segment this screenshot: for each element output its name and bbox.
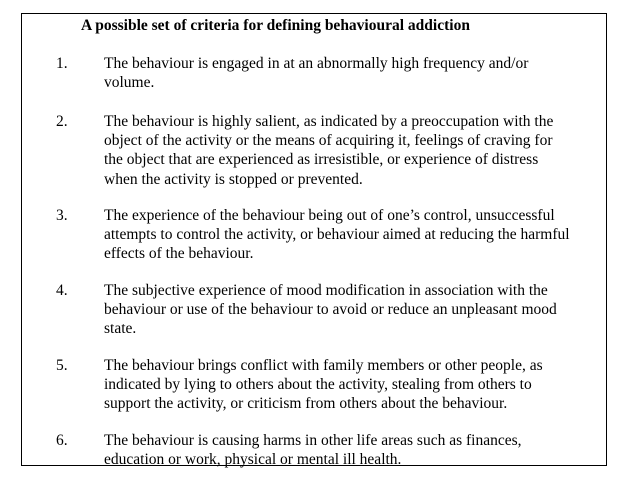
criterion-number: 3.	[56, 207, 68, 224]
criteria-box	[21, 13, 607, 469]
criterion-text-line: the object that are experienced as irresistible, or experience of distress	[104, 151, 539, 169]
criterion-text-line: The behaviour brings conflict with family members or other people, as	[104, 357, 543, 374]
criterion-text-line: behaviour or use of the behaviour to avoid or reduce an unpleasant mood	[104, 301, 557, 319]
criterion-text	[104, 356, 604, 414]
criterion-text-line: education or work, physical or mental ill health.	[104, 451, 402, 469]
criterion-text-line: indicated by lying to others about the activity, stealing from others to	[104, 376, 532, 394]
criterion-text-line: support the activity, or criticism from others about the behaviour.	[104, 395, 508, 413]
criterion-text-line: volume.	[104, 74, 155, 92]
criterion-text-line: The behaviour is causing harms in other life areas such as finances,	[104, 432, 522, 449]
criteria-title: A possible set of criteria for defining behavioural addiction	[81, 17, 470, 34]
criterion-text-line: The subjective experience of mood modification in association with the	[104, 282, 548, 299]
criterion-number: 4.	[56, 282, 68, 299]
criterion-text	[104, 206, 604, 264]
criterion-number: 1.	[56, 55, 68, 72]
criterion-text-line: when the activity is stopped or prevented.	[104, 170, 363, 188]
criterion-text-line: effects of the behaviour.	[104, 245, 254, 263]
criteria-list	[22, 14, 606, 469]
criterion-text-line: The experience of the behaviour being out of one’s control, unsuccessful	[104, 207, 555, 224]
criterion-text-line: state.	[104, 320, 137, 338]
criterion-number: 5.	[56, 357, 68, 374]
criterion-text-line: attempts to control the activity, or behaviour aimed at reducing the harmful	[104, 226, 570, 244]
criterion-number: 2.	[56, 113, 68, 130]
criterion-text	[104, 281, 604, 339]
criterion-text-line: The behaviour is highly salient, as indicated by a preoccupation with the	[104, 113, 554, 130]
criterion-number: 6.	[56, 432, 68, 449]
criterion-text-line: The behaviour is engaged in at an abnormally high frequency and/or	[104, 55, 529, 72]
criterion-text	[104, 431, 604, 469]
criterion-text	[104, 54, 604, 92]
criterion-text-line: object of the activity or the means of acquiring it, feelings of craving for	[104, 132, 553, 150]
criterion-text	[104, 112, 604, 189]
